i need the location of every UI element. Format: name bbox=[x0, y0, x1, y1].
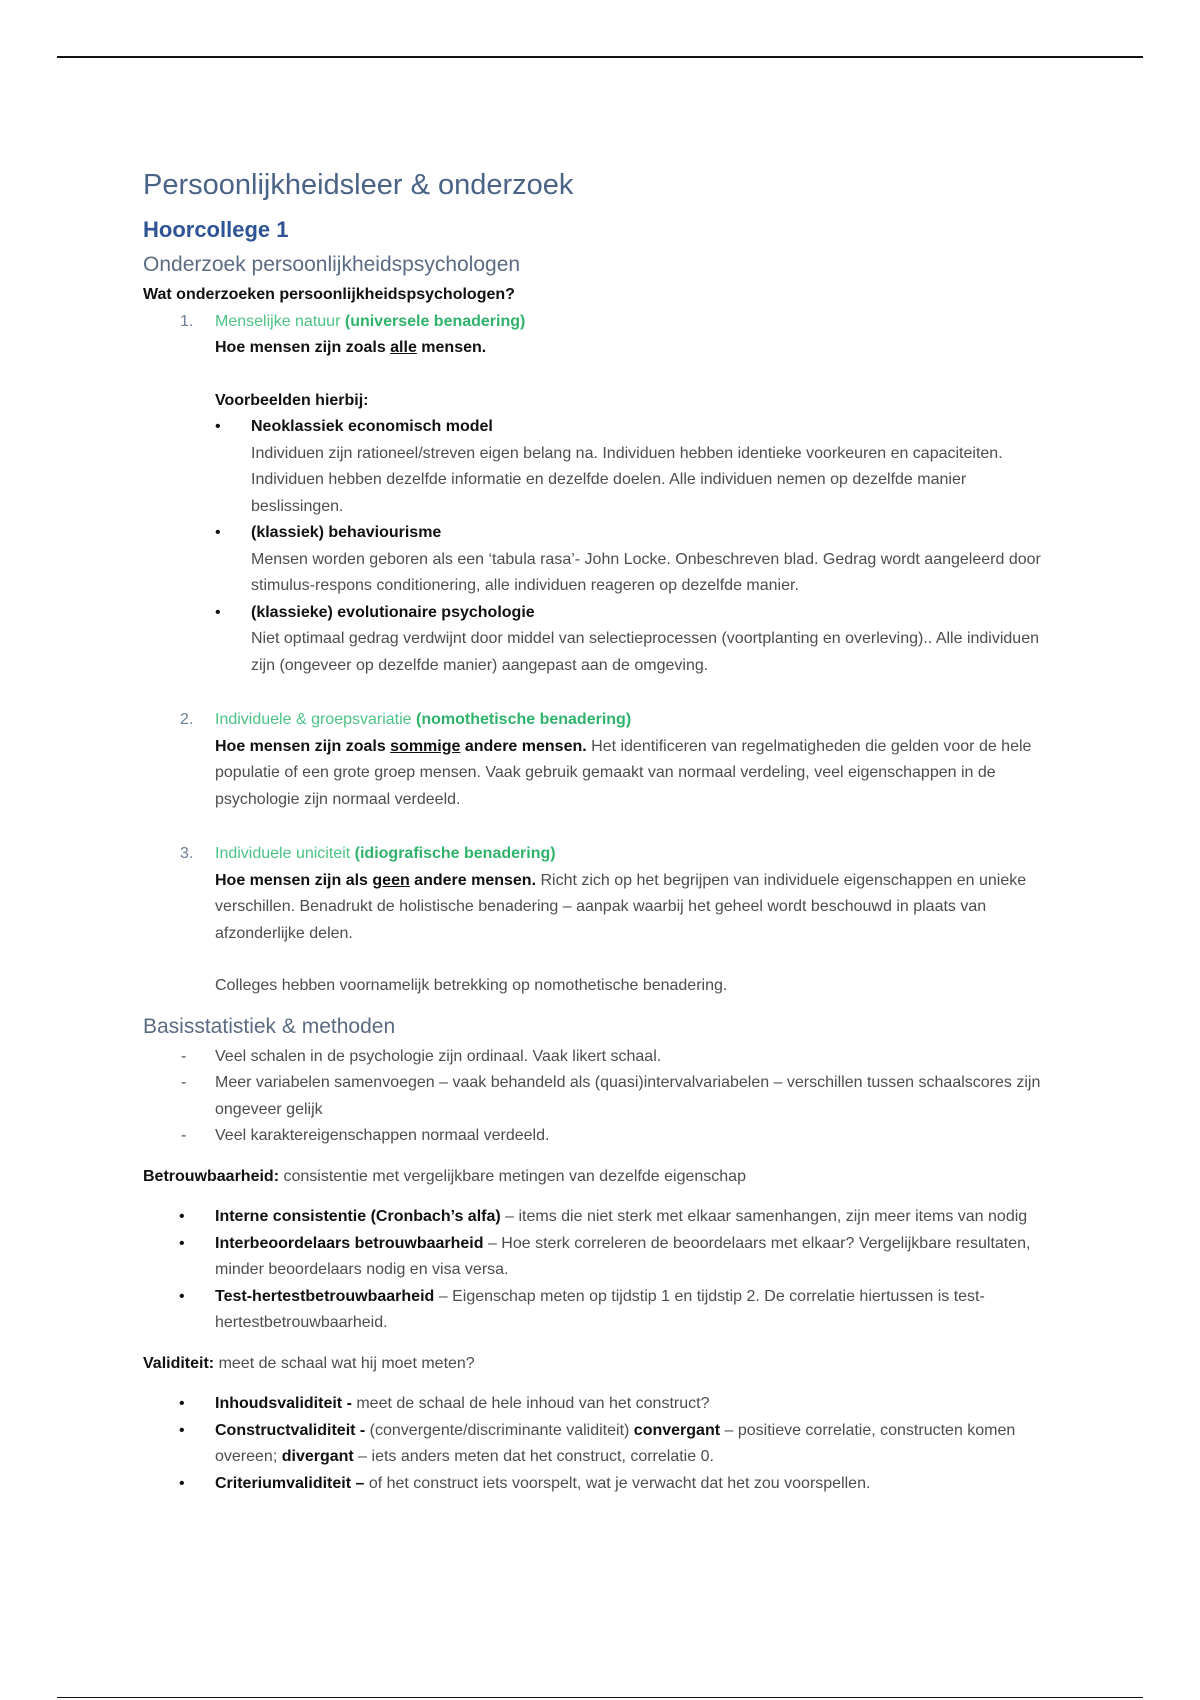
validity-definition: Validiteit: meet de schaal wat hij moet meten? bbox=[143, 1354, 475, 1372]
validity-list bbox=[107, 1391, 1063, 1497]
item-note: Colleges hebben voornamelijk betrekking op nomothetische benadering. bbox=[215, 977, 728, 994]
item-approach: (nomothetische benadering) bbox=[416, 711, 632, 728]
item-approach: (universele benadering) bbox=[344, 312, 526, 330]
list-item: - Meer variabelen samenvoegen – vaak behandeld als (quasi)intervalvariabelen – verschillen tussen schaalscores zijn ongeveer gelijk bbox=[181, 1074, 1041, 1118]
list-item: • Interbeoordelaars betrouwbaarheid – Hoe sterk correleren de beoordelaars met elkaar? Vergelijkbare resultaten, minder beoordelaars nodig en visa versa. bbox=[179, 1234, 1031, 1278]
numbered-item-1 bbox=[143, 309, 1063, 680]
list-item: • Constructvaliditeit - (convergente/discriminante validiteit) convergant – positieve correlatie, constructen komen overeen; divergant – iets anders meten dat het construct, correlatie 0. bbox=[179, 1421, 1016, 1465]
list-item: • Neoklassiek economisch model Individuen zijn rationeel/streven eigen belang na. Individuen hebben identieke voorkeuren en capaciteiten. Individuen hebben dezelfde informatie en dezelfde doelen. Alle individuen nemen op dezelfde manier beslissingen. bbox=[215, 414, 1063, 520]
section-question: Wat onderzoeken persoonlijkheidspsychologen? bbox=[143, 286, 515, 303]
lecture-heading: Hoorcollege 1 bbox=[143, 217, 289, 242]
list-item: • (klassieke) evolutionaire psychologie Niet optimaal gedrag verdwijnt door middel van selectieprocessen (voortplanting en overleving).. Alle individuen zijn (ongeveer op dezelfde manier) aangepast aan de omgeving. bbox=[215, 600, 1063, 680]
item-number: 1. bbox=[180, 312, 194, 330]
header-rule bbox=[57, 56, 1143, 58]
example-text: Mensen worden geboren als een ‘tabula rasa’- John Locke. Onbeschreven blad. Gedrag wordt aangeleerd door stimulus-respons conditionering, alle individuen reageren op dezelfde manier. bbox=[251, 550, 1041, 594]
item-title: Individuele & groepsvariatie bbox=[215, 711, 412, 728]
list-item: • Interne consistentie (Cronbach’s alfa) – items die niet sterk met elkaar samenhangen, zijn meer items van nodig bbox=[179, 1208, 1028, 1225]
footer-rule bbox=[57, 1697, 1143, 1698]
examples-label: Voorbeelden hierbij: bbox=[215, 391, 369, 409]
list-item: • Criteriumvaliditeit – of het construct iets voorspelt, wat je verwacht dat het zou voorspellen. bbox=[179, 1474, 871, 1492]
list-item: - Veel karaktereigenschappen normaal verdeeld. bbox=[181, 1127, 550, 1144]
item-title: Individuele uniciteit bbox=[215, 845, 351, 862]
list-item: • Inhoudsvaliditeit - meet de schaal de hele inhoud van het construct? bbox=[179, 1395, 710, 1412]
document-title: Persoonlijkheidsleer & onderzoek bbox=[143, 169, 574, 201]
item-number: 2. bbox=[180, 711, 194, 728]
document-body bbox=[143, 168, 1063, 1497]
list-item: • (klassiek) behaviourisme Mensen worden geboren als een ‘tabula rasa’- John Locke. Onbeschreven blad. Gedrag wordt aangeleerd door stimulus-respons conditionering, alle individuen reageren op dezelfde manier. bbox=[215, 520, 1063, 600]
section-heading-onderzoek: Onderzoek persoonlijkheidspsychologen bbox=[143, 253, 521, 276]
statistics-list bbox=[143, 1044, 1063, 1150]
list-item: • Test-hertestbetrouwbaarheid – Eigenschap meten op tijdstip 1 en tijdstip 2. De correlatie hiertussen is test-hertestbetrouwbaarheid. bbox=[179, 1287, 985, 1331]
reliability-definition: Betrouwbaarheid: consistentie met vergelijkbare metingen van dezelfde eigenschap bbox=[143, 1167, 746, 1185]
item-lead: Hoe mensen zijn zoals alle mensen. bbox=[215, 339, 487, 356]
example-title: (klassieke) evolutionaire psychologie bbox=[251, 603, 535, 621]
example-text: Niet optimaal gedrag verdwijnt door middel van selectieprocessen (voortplanting en overleving).. Alle individuen zijn (ongeveer op dezelfde manier) aangepast aan de omgeving. bbox=[251, 630, 1039, 674]
example-text: Individuen zijn rationeel/streven eigen belang na. Individuen hebben identieke voorkeuren en capaciteiten. Individuen hebben dezelfde informatie en dezelfde doelen. Alle individuen nemen op dezelfde manier beslissingen. bbox=[251, 444, 1003, 515]
numbered-item-3 bbox=[143, 841, 1063, 1000]
item-paragraph: Hoe mensen zijn zoals sommige andere mensen. Het identificeren van regelmatigheden die gelden voor de hele populatie of een grote groep mensen. Vaak gebruik gemaakt van normaal verdeling, veel eigenschappen in de psychologie zijn normaal verdeeld. bbox=[215, 737, 1032, 808]
item-paragraph: Hoe mensen zijn als geen andere mensen. Richt zich op het begrijpen van individuele eigenschappen en unieke verschillen. Benadrukt de holistische benadering – aanpak waarbij het geheel wordt beschouwd in plaats van afzonderlijke delen. bbox=[215, 871, 1027, 942]
item-title: Menselijke natuur bbox=[215, 312, 341, 330]
example-title: Neoklassiek economisch model bbox=[251, 418, 493, 435]
numbered-item-2 bbox=[143, 707, 1063, 813]
item-approach: (idiografische benadering) bbox=[354, 845, 556, 862]
reliability-list bbox=[107, 1204, 1063, 1337]
item-number: 3. bbox=[180, 845, 194, 862]
example-title: (klassiek) behaviourisme bbox=[251, 524, 442, 541]
list-item: - Veel schalen in de psychologie zijn ordinaal. Vaak likert schaal. bbox=[181, 1047, 662, 1065]
examples-list bbox=[215, 414, 1063, 679]
section-heading-basisstatistiek: Basisstatistiek & methoden bbox=[143, 1014, 396, 1038]
